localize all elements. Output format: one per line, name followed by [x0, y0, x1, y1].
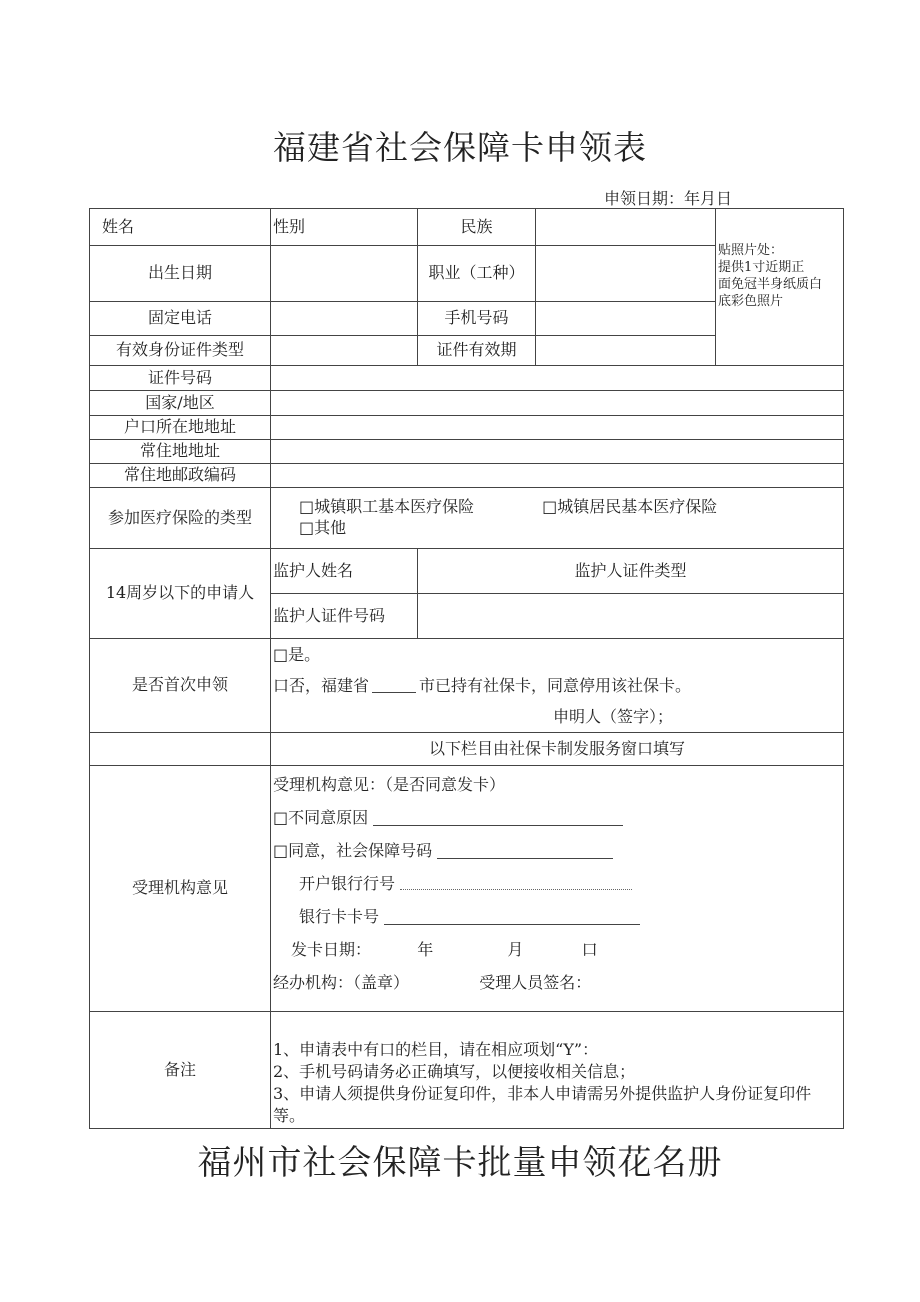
photo-note-line: 面免冠半身纸质白 [718, 276, 823, 292]
hukou-address-input[interactable] [271, 416, 844, 440]
note-item: 2、手机号码请务必正确填写，以便接收相关信息； [273, 1062, 636, 1081]
issue-date-label: 发卡日期： [291, 940, 372, 959]
note-item: 3、申请人须提供身份证复印件，非本人申请需另外提供监护人身份证复印件等。 [273, 1084, 812, 1125]
id-validity-label: 证件有效期 [418, 336, 536, 366]
first-apply-no-suffix: 市已持有社保卡，同意停用该社保卡。 [419, 676, 692, 695]
disagree-reason-input[interactable] [373, 825, 623, 826]
guardian-id-number-input[interactable] [418, 594, 844, 639]
photo-note-line: 提供1寸近期正 [718, 259, 805, 275]
guardian-name-label: 监护人姓名 [271, 549, 418, 594]
note-item: 1、申请表中有口的栏目，请在相应项划“Y”： [273, 1040, 599, 1059]
first-apply-no[interactable] [273, 670, 841, 701]
occupation-label: 职业（工种） [418, 246, 536, 302]
staff-signature: 受理人员签名： [479, 973, 592, 992]
social-security-number-input[interactable] [437, 858, 613, 859]
agree-option[interactable] [273, 834, 841, 867]
insurance-type-label: 参加医疗保险的类型 [90, 488, 271, 549]
first-apply-label: 是否首次申领 [90, 639, 271, 733]
bank-card-label: 银行卡卡号 [299, 907, 380, 926]
agency-opinion-text: 受理机构意见：（是否同意发卡） [273, 775, 506, 794]
insurance-option-employee[interactable]: □城镇职工基本医疗保险 [299, 497, 475, 517]
agree-label: □同意，社会保障号码 [273, 841, 433, 860]
bank-card-row [273, 900, 841, 933]
name-label: 姓名 [90, 209, 271, 246]
guardian-id-type-label: 监护人证件类型 [418, 549, 844, 594]
ethnicity-label: 民族 [418, 209, 536, 246]
issue-year: 年 [417, 940, 434, 959]
residence-address-label: 常住地地址 [90, 440, 271, 464]
mobile-label: 手机号码 [418, 302, 536, 336]
bank-code-label: 开户银行行号 [299, 874, 396, 893]
bank-card-input[interactable] [384, 924, 640, 925]
id-type-label: 有效身份证件类型 [90, 336, 271, 366]
first-apply-options [271, 639, 844, 733]
id-number-label: 证件号码 [90, 366, 271, 391]
issue-date-row [273, 933, 841, 966]
apply-date: 申领日期：年月日 [604, 189, 733, 208]
issue-month: 月 [507, 940, 524, 959]
id-validity-input[interactable] [536, 336, 716, 366]
section-note: 以下栏目由社保卡制发服务窗口填写 [271, 733, 844, 766]
first-apply-yes[interactable]: □是。 [273, 645, 321, 664]
country-input[interactable] [271, 391, 844, 416]
bank-code-input[interactable] [400, 889, 632, 890]
section-note-spacer [90, 733, 271, 766]
issue-day: 口 [581, 940, 598, 959]
mobile-input[interactable] [536, 302, 716, 336]
first-apply-no-prefix: 口否，福建省 [273, 676, 370, 695]
insurance-option-other[interactable]: □其他 [299, 518, 347, 537]
application-form [89, 208, 844, 1129]
birth-date-input[interactable] [271, 246, 418, 302]
notes-label: 备注 [90, 1012, 271, 1129]
minor-applicant-label: 14周岁以下的申请人 [90, 549, 271, 639]
id-number-input[interactable] [271, 366, 844, 391]
ethnicity-input[interactable] [536, 209, 716, 246]
photo-note-line: 底彩色照片 [718, 293, 784, 309]
gender-label: 性别 [271, 209, 418, 246]
agency-opinion-block [271, 766, 844, 1012]
handling-org: 经办机构：（盖章） [273, 973, 410, 992]
birth-date-label: 出生日期 [90, 246, 271, 302]
form-title: 福建省社会保障卡申领表 [273, 128, 647, 167]
notes-block [271, 1012, 844, 1129]
residence-address-input[interactable] [271, 440, 844, 464]
landline-input[interactable] [271, 302, 418, 336]
declarant-signature: 申明人（签字）； [553, 707, 674, 726]
agency-opinion-label: 受理机构意见 [90, 766, 271, 1012]
residence-postcode-label: 常住地邮政编码 [90, 464, 271, 488]
occupation-input[interactable] [536, 246, 716, 302]
insurance-options [271, 488, 844, 549]
disagree-option[interactable] [273, 801, 841, 834]
hukou-address-label: 户口所在地地址 [90, 416, 271, 440]
insurance-option-resident[interactable]: □城镇居民基本医疗保险 [542, 497, 718, 517]
photo-note-line: 贴照片处： [718, 243, 784, 258]
residence-postcode-input[interactable] [271, 464, 844, 488]
landline-label: 固定电话 [90, 302, 271, 336]
bank-code-row [273, 867, 841, 900]
city-blank[interactable] [372, 692, 416, 693]
photo-area[interactable] [716, 209, 844, 366]
sign-row [273, 966, 841, 999]
country-label: 国家/地区 [90, 391, 271, 416]
roster-title: 福州市社会保障卡批量申领花名册 [197, 1143, 723, 1183]
id-type-input[interactable] [271, 336, 418, 366]
disagree-label: □不同意原因 [273, 808, 369, 827]
guardian-id-number-label: 监护人证件号码 [271, 594, 418, 639]
